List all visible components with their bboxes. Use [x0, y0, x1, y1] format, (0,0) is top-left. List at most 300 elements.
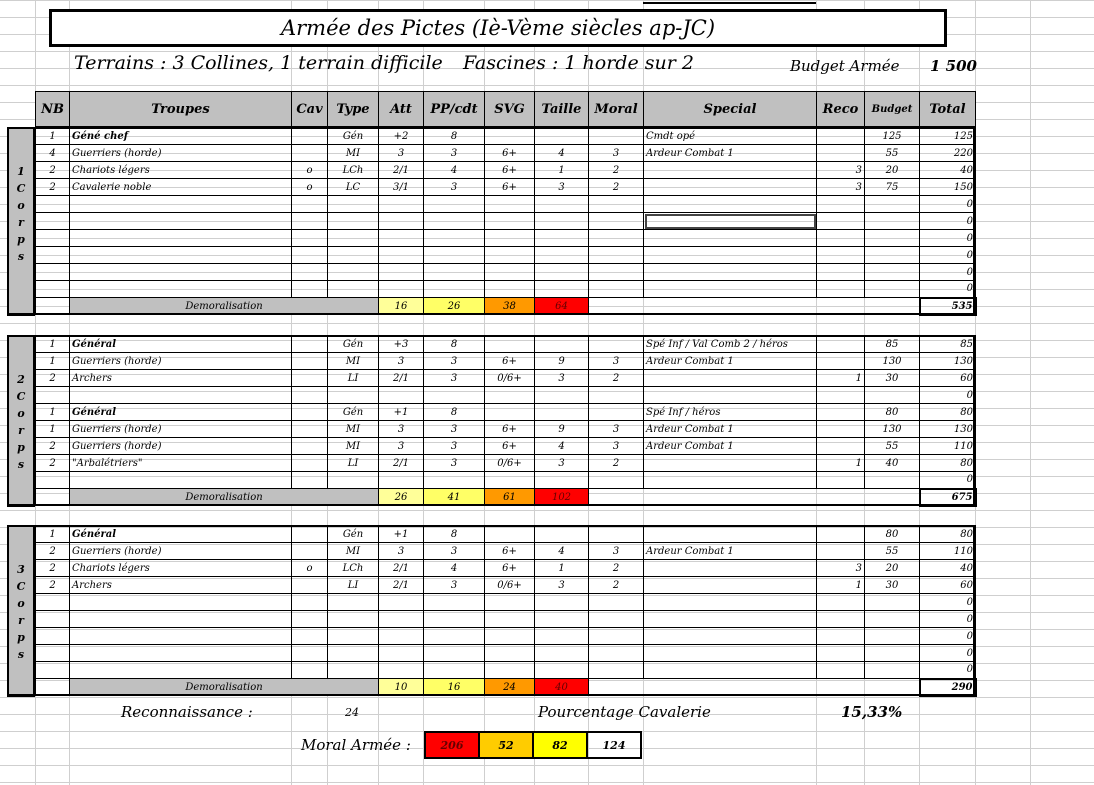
cell-special[interactable] [644, 472, 817, 489]
cell-nb[interactable] [36, 281, 70, 298]
cell-svg[interactable]: 0/6+ [485, 455, 535, 472]
cell-total[interactable]: 130 [920, 353, 976, 370]
cell-cav[interactable] [292, 628, 328, 645]
cell-cav[interactable] [292, 438, 328, 455]
cell-nb[interactable]: 2 [36, 179, 70, 196]
cell-reco[interactable]: 1 [817, 577, 865, 594]
cell-moral[interactable] [589, 472, 644, 489]
cell-total[interactable]: 60 [920, 370, 976, 387]
cell-svg[interactable]: 6+ [485, 438, 535, 455]
cell-budget[interactable] [865, 472, 920, 489]
cell-troupes[interactable] [70, 645, 292, 662]
cell-taille[interactable] [535, 662, 589, 679]
cell-att[interactable]: +1 [379, 404, 424, 421]
cell-ppcdt[interactable] [424, 264, 485, 281]
cell-type[interactable] [328, 196, 379, 213]
cell-nb[interactable] [36, 594, 70, 611]
cell-cav[interactable] [292, 404, 328, 421]
cell-type[interactable] [328, 281, 379, 298]
cell-svg[interactable]: 6+ [485, 162, 535, 179]
cell-att[interactable]: 2/1 [379, 370, 424, 387]
cell-budget[interactable]: 75 [865, 179, 920, 196]
cell-nb[interactable] [36, 196, 70, 213]
cell-ppcdt[interactable]: 3 [424, 421, 485, 438]
cell-moral[interactable]: 3 [589, 438, 644, 455]
cell-ppcdt[interactable] [424, 213, 485, 230]
cell-svg[interactable] [485, 264, 535, 281]
cell-special[interactable]: Cmdt opé [644, 128, 817, 145]
cell-total[interactable]: 125 [920, 128, 976, 145]
cell-att[interactable]: 3/1 [379, 179, 424, 196]
cell-cav[interactable] [292, 353, 328, 370]
cell-budget[interactable]: 125 [865, 128, 920, 145]
cell-total[interactable]: 0 [920, 264, 976, 281]
cell-type[interactable]: LC [328, 179, 379, 196]
cell-empty[interactable] [589, 679, 920, 696]
cell-budget[interactable] [865, 611, 920, 628]
cell-moral[interactable] [589, 662, 644, 679]
cell-cav[interactable] [292, 543, 328, 560]
cell-ppcdt[interactable]: 3 [424, 353, 485, 370]
cell-nb[interactable] [36, 247, 70, 264]
cell-cav[interactable] [292, 387, 328, 404]
cell-nb[interactable]: 1 [36, 404, 70, 421]
cell-troupes[interactable]: Guerriers (horde) [70, 438, 292, 455]
cell-troupes[interactable]: Guerriers (horde) [70, 353, 292, 370]
cell-special[interactable] [644, 387, 817, 404]
cell-reco[interactable] [817, 230, 865, 247]
cell-cav[interactable] [292, 455, 328, 472]
cell-troupes[interactable]: Général [70, 336, 292, 353]
cell-budget[interactable] [865, 247, 920, 264]
cell-ppcdt[interactable]: 8 [424, 336, 485, 353]
cell-moral[interactable] [589, 336, 644, 353]
cell-type[interactable] [328, 264, 379, 281]
cell-svg[interactable]: 6+ [485, 179, 535, 196]
header-taille[interactable]: Taille [535, 92, 589, 127]
cell-special[interactable] [644, 281, 817, 298]
cell-ppcdt[interactable] [424, 247, 485, 264]
header-cav[interactable]: Cav [292, 92, 328, 127]
cell-special[interactable] [644, 560, 817, 577]
cell-budget[interactable] [865, 387, 920, 404]
cell-ppcdt[interactable] [424, 472, 485, 489]
cell-nb[interactable] [36, 628, 70, 645]
cell-taille[interactable]: 4 [535, 543, 589, 560]
cell-svg[interactable]: 0/6+ [485, 577, 535, 594]
cell-att[interactable] [379, 645, 424, 662]
cell-type[interactable]: LI [328, 577, 379, 594]
header-moral[interactable]: Moral [589, 92, 644, 127]
cell-ppcdt[interactable] [424, 281, 485, 298]
cell-svg[interactable] [485, 336, 535, 353]
cell-total[interactable]: 0 [920, 281, 976, 298]
cell-troupes[interactable] [70, 264, 292, 281]
cell-troupes[interactable] [70, 472, 292, 489]
cell-troupes[interactable] [70, 662, 292, 679]
cell-att[interactable] [379, 264, 424, 281]
cell-type[interactable]: Gén [328, 404, 379, 421]
cell-ppcdt[interactable]: 3 [424, 145, 485, 162]
cell-total[interactable]: 80 [920, 455, 976, 472]
cell-budget[interactable] [865, 213, 920, 230]
cell-moral[interactable] [589, 611, 644, 628]
header-att[interactable]: Att [379, 92, 424, 127]
cell-nb[interactable]: 1 [36, 128, 70, 145]
cell-type[interactable]: MI [328, 543, 379, 560]
cell-moral[interactable] [589, 404, 644, 421]
cell-budget[interactable]: 130 [865, 421, 920, 438]
cell-reco[interactable] [817, 128, 865, 145]
cell-ppcdt[interactable]: 3 [424, 438, 485, 455]
cell-ppcdt[interactable] [424, 196, 485, 213]
cell-taille[interactable] [535, 594, 589, 611]
cell-nb[interactable]: 2 [36, 455, 70, 472]
cell-total[interactable]: 0 [920, 662, 976, 679]
cell-budget[interactable] [865, 230, 920, 247]
cell-cav[interactable] [292, 421, 328, 438]
budget-value[interactable]: 1 500 [930, 57, 977, 75]
cell-total[interactable]: 85 [920, 336, 976, 353]
cell-special[interactable] [644, 230, 817, 247]
cell-nb[interactable]: 2 [36, 577, 70, 594]
army-morale-cell[interactable]: 52 [479, 732, 533, 758]
cell-total[interactable]: 60 [920, 577, 976, 594]
demoralisation-value[interactable]: 10 [379, 679, 424, 696]
cell-reco[interactable]: 1 [817, 455, 865, 472]
cell-taille[interactable] [535, 526, 589, 543]
cell-budget[interactable]: 55 [865, 145, 920, 162]
cell-taille[interactable] [535, 628, 589, 645]
cell-nb[interactable]: 2 [36, 543, 70, 560]
budget-label[interactable]: Budget Armée [790, 57, 900, 75]
cell-svg[interactable] [485, 611, 535, 628]
cell-budget[interactable]: 85 [865, 336, 920, 353]
cell-taille[interactable]: 3 [535, 179, 589, 196]
cell-type[interactable] [328, 387, 379, 404]
cell-svg[interactable]: 6+ [485, 560, 535, 577]
cell-att[interactable] [379, 213, 424, 230]
cell-moral[interactable]: 2 [589, 370, 644, 387]
cell-type[interactable]: MI [328, 438, 379, 455]
cell-moral[interactable]: 3 [589, 145, 644, 162]
cell-special[interactable] [644, 628, 817, 645]
cell-svg[interactable] [485, 472, 535, 489]
cell-nb[interactable] [36, 230, 70, 247]
cell-special[interactable] [644, 196, 817, 213]
cell-budget[interactable]: 80 [865, 526, 920, 543]
cell-moral[interactable] [589, 594, 644, 611]
cell-budget[interactable]: 55 [865, 438, 920, 455]
cell-type[interactable]: LI [328, 370, 379, 387]
cell-type[interactable] [328, 611, 379, 628]
cell-reco[interactable] [817, 543, 865, 560]
cell-svg[interactable] [485, 213, 535, 230]
cell-type[interactable] [328, 628, 379, 645]
cavalry-percent-value[interactable]: 15,33% [841, 703, 903, 721]
demoralisation-value[interactable]: 61 [485, 489, 535, 506]
cell-total[interactable]: 0 [920, 387, 976, 404]
cell-reco[interactable] [817, 387, 865, 404]
cell-svg[interactable] [485, 404, 535, 421]
cell-taille[interactable] [535, 247, 589, 264]
cell-type[interactable] [328, 594, 379, 611]
cell-taille[interactable] [535, 472, 589, 489]
cell-budget[interactable]: 40 [865, 455, 920, 472]
header-nb[interactable]: NB [36, 92, 70, 127]
cell-special[interactable] [644, 162, 817, 179]
cell-att[interactable] [379, 594, 424, 611]
cell-ppcdt[interactable]: 3 [424, 543, 485, 560]
cell-moral[interactable] [589, 230, 644, 247]
cell-special[interactable]: Ardeur Combat 1 [644, 438, 817, 455]
cell-troupes[interactable] [70, 247, 292, 264]
cell-reco[interactable]: 3 [817, 162, 865, 179]
cell-ppcdt[interactable] [424, 230, 485, 247]
cell-att[interactable] [379, 387, 424, 404]
cell-budget[interactable]: 30 [865, 577, 920, 594]
cell-total[interactable]: 80 [920, 404, 976, 421]
cell-ppcdt[interactable]: 8 [424, 526, 485, 543]
cell-type[interactable]: LCh [328, 162, 379, 179]
cell-att[interactable]: 2/1 [379, 577, 424, 594]
cell-budget[interactable] [865, 594, 920, 611]
army-morale-cell[interactable]: 82 [533, 732, 587, 758]
fascines-label[interactable]: Fascines : 1 horde sur 2 [463, 52, 694, 74]
cell-svg[interactable] [485, 196, 535, 213]
cell-att[interactable]: 3 [379, 145, 424, 162]
cell-taille[interactable]: 4 [535, 438, 589, 455]
cell-nb[interactable]: 1 [36, 353, 70, 370]
cell-troupes[interactable]: Général [70, 526, 292, 543]
cell-svg[interactable]: 6+ [485, 353, 535, 370]
cell-att[interactable]: 3 [379, 543, 424, 560]
cell-budget[interactable]: 20 [865, 560, 920, 577]
cell-svg[interactable]: 6+ [485, 543, 535, 560]
demoralisation-label[interactable]: Demoralisation [70, 679, 379, 696]
cell-special[interactable] [644, 594, 817, 611]
cell-reco[interactable] [817, 645, 865, 662]
cell-type[interactable]: MI [328, 421, 379, 438]
cell-att[interactable]: 3 [379, 438, 424, 455]
cell-ppcdt[interactable] [424, 611, 485, 628]
cell-troupes[interactable]: Géné chef [70, 128, 292, 145]
cell-taille[interactable] [535, 645, 589, 662]
cell-type[interactable]: MI [328, 145, 379, 162]
cell-troupes[interactable] [70, 196, 292, 213]
demoralisation-value[interactable]: 38 [485, 298, 535, 315]
cell-taille[interactable] [535, 336, 589, 353]
cell-special[interactable]: Ardeur Combat 1 [644, 353, 817, 370]
cell-special[interactable] [644, 455, 817, 472]
cell-reco[interactable]: 3 [817, 560, 865, 577]
cell-ppcdt[interactable]: 3 [424, 577, 485, 594]
cell-troupes[interactable] [70, 628, 292, 645]
cell-empty[interactable] [36, 298, 70, 315]
cell-total[interactable]: 0 [920, 230, 976, 247]
cell-svg[interactable] [485, 628, 535, 645]
cell-budget[interactable]: 55 [865, 543, 920, 560]
header-troupes[interactable]: Troupes [70, 92, 292, 127]
cell-total[interactable]: 0 [920, 213, 976, 230]
cell-total[interactable]: 80 [920, 526, 976, 543]
cell-ppcdt[interactable]: 4 [424, 162, 485, 179]
cell-total[interactable]: 0 [920, 247, 976, 264]
cell-att[interactable] [379, 247, 424, 264]
cell-moral[interactable]: 3 [589, 353, 644, 370]
cell-taille[interactable] [535, 404, 589, 421]
cell-reco[interactable] [817, 611, 865, 628]
cell-budget[interactable] [865, 264, 920, 281]
demoralisation-value[interactable]: 64 [535, 298, 589, 315]
header-svg[interactable]: SVG [485, 92, 535, 127]
cell-att[interactable]: 3 [379, 353, 424, 370]
demoralisation-value[interactable]: 26 [379, 489, 424, 506]
cell-reco[interactable] [817, 336, 865, 353]
cell-special[interactable] [644, 370, 817, 387]
cell-budget[interactable] [865, 662, 920, 679]
cell-nb[interactable] [36, 213, 70, 230]
cell-total[interactable]: 0 [920, 472, 976, 489]
cell-special[interactable] [644, 264, 817, 281]
cell-budget[interactable] [865, 196, 920, 213]
cell-ppcdt[interactable] [424, 594, 485, 611]
cell-reco[interactable] [817, 264, 865, 281]
cell-cav[interactable] [292, 264, 328, 281]
cell-svg[interactable] [485, 645, 535, 662]
cell-cav[interactable] [292, 645, 328, 662]
cell-svg[interactable] [485, 594, 535, 611]
corps-total[interactable]: 535 [920, 298, 976, 315]
cell-cav[interactable] [292, 611, 328, 628]
demoralisation-value[interactable]: 40 [535, 679, 589, 696]
cell-moral[interactable]: 3 [589, 421, 644, 438]
cell-total[interactable]: 40 [920, 560, 976, 577]
cell-reco[interactable] [817, 662, 865, 679]
cell-empty[interactable] [589, 298, 920, 315]
cell-nb[interactable]: 4 [36, 145, 70, 162]
cell-moral[interactable]: 2 [589, 179, 644, 196]
cell-troupes[interactable]: Guerriers (horde) [70, 421, 292, 438]
cell-budget[interactable]: 130 [865, 353, 920, 370]
cell-taille[interactable] [535, 387, 589, 404]
cell-special[interactable]: Ardeur Combat 1 [644, 145, 817, 162]
cell-moral[interactable] [589, 264, 644, 281]
cell-reco[interactable] [817, 628, 865, 645]
cell-troupes[interactable]: Archers [70, 370, 292, 387]
cell-cav[interactable] [292, 247, 328, 264]
cell-att[interactable] [379, 230, 424, 247]
cell-troupes[interactable] [70, 281, 292, 298]
cell-type[interactable]: Gén [328, 336, 379, 353]
cell-reco[interactable] [817, 594, 865, 611]
cell-svg[interactable] [485, 230, 535, 247]
cell-att[interactable]: 2/1 [379, 560, 424, 577]
cell-ppcdt[interactable]: 3 [424, 370, 485, 387]
cell-type[interactable]: LCh [328, 560, 379, 577]
cell-special[interactable] [644, 662, 817, 679]
cavalry-percent-label[interactable]: Pourcentage Cavalerie [538, 703, 711, 721]
cell-troupes[interactable] [70, 230, 292, 247]
cell-troupes[interactable]: Archers [70, 577, 292, 594]
cell-ppcdt[interactable] [424, 645, 485, 662]
army-morale-cell[interactable]: 206 [425, 732, 479, 758]
cell-troupes[interactable]: "Arbalétriers" [70, 455, 292, 472]
cell-taille[interactable] [535, 264, 589, 281]
cell-nb[interactable] [36, 611, 70, 628]
cell-taille[interactable]: 3 [535, 370, 589, 387]
cell-cav[interactable] [292, 662, 328, 679]
cell-type[interactable]: LI [328, 455, 379, 472]
cell-cav[interactable] [292, 336, 328, 353]
cell-att[interactable]: +3 [379, 336, 424, 353]
cell-moral[interactable] [589, 645, 644, 662]
header-type[interactable]: Type [328, 92, 379, 127]
cell-special[interactable] [644, 247, 817, 264]
recon-label[interactable]: Reconnaissance : [121, 703, 253, 721]
army-title[interactable]: Armée des Pictes (Iè-Vème siècles ap-JC) [49, 9, 947, 47]
cell-total[interactable]: 130 [920, 421, 976, 438]
cell-special[interactable]: Spé Inf / héros [644, 404, 817, 421]
cell-moral[interactable] [589, 281, 644, 298]
cell-special[interactable] [644, 213, 817, 230]
cell-empty[interactable] [36, 489, 70, 506]
cell-budget[interactable] [865, 628, 920, 645]
cell-cav[interactable] [292, 472, 328, 489]
header-budget[interactable]: Budget [865, 92, 920, 127]
cell-cav[interactable] [292, 370, 328, 387]
cell-att[interactable]: 2/1 [379, 162, 424, 179]
cell-taille[interactable] [535, 196, 589, 213]
cell-taille[interactable]: 4 [535, 145, 589, 162]
cell-nb[interactable] [36, 264, 70, 281]
cell-total[interactable]: 0 [920, 645, 976, 662]
cell-empty[interactable] [36, 679, 70, 696]
cell-ppcdt[interactable]: 8 [424, 404, 485, 421]
cell-svg[interactable] [485, 387, 535, 404]
cell-total[interactable]: 0 [920, 594, 976, 611]
cell-moral[interactable] [589, 247, 644, 264]
cell-total[interactable]: 0 [920, 628, 976, 645]
cell-cav[interactable]: o [292, 162, 328, 179]
cell-budget[interactable]: 80 [865, 404, 920, 421]
corps-total[interactable]: 290 [920, 679, 976, 696]
cell-taille[interactable]: 3 [535, 577, 589, 594]
cell-reco[interactable] [817, 404, 865, 421]
cell-total[interactable]: 220 [920, 145, 976, 162]
cell-total[interactable]: 0 [920, 611, 976, 628]
cell-total[interactable]: 40 [920, 162, 976, 179]
cell-cav[interactable] [292, 196, 328, 213]
recon-value[interactable]: 24 [345, 706, 359, 719]
demoralisation-value[interactable]: 41 [424, 489, 485, 506]
header-reco[interactable]: Reco [817, 92, 865, 127]
cell-type[interactable] [328, 645, 379, 662]
cell-moral[interactable] [589, 387, 644, 404]
cell-total[interactable]: 110 [920, 543, 976, 560]
cell-taille[interactable]: 1 [535, 162, 589, 179]
cell-svg[interactable]: 6+ [485, 145, 535, 162]
cell-svg[interactable] [485, 526, 535, 543]
cell-taille[interactable] [535, 213, 589, 230]
army-morale-label[interactable]: Moral Armée : [301, 736, 411, 754]
cell-budget[interactable] [865, 281, 920, 298]
cell-svg[interactable]: 6+ [485, 421, 535, 438]
demoralisation-value[interactable]: 16 [379, 298, 424, 315]
cell-cav[interactable] [292, 577, 328, 594]
cell-taille[interactable]: 9 [535, 421, 589, 438]
cell-nb[interactable]: 2 [36, 438, 70, 455]
